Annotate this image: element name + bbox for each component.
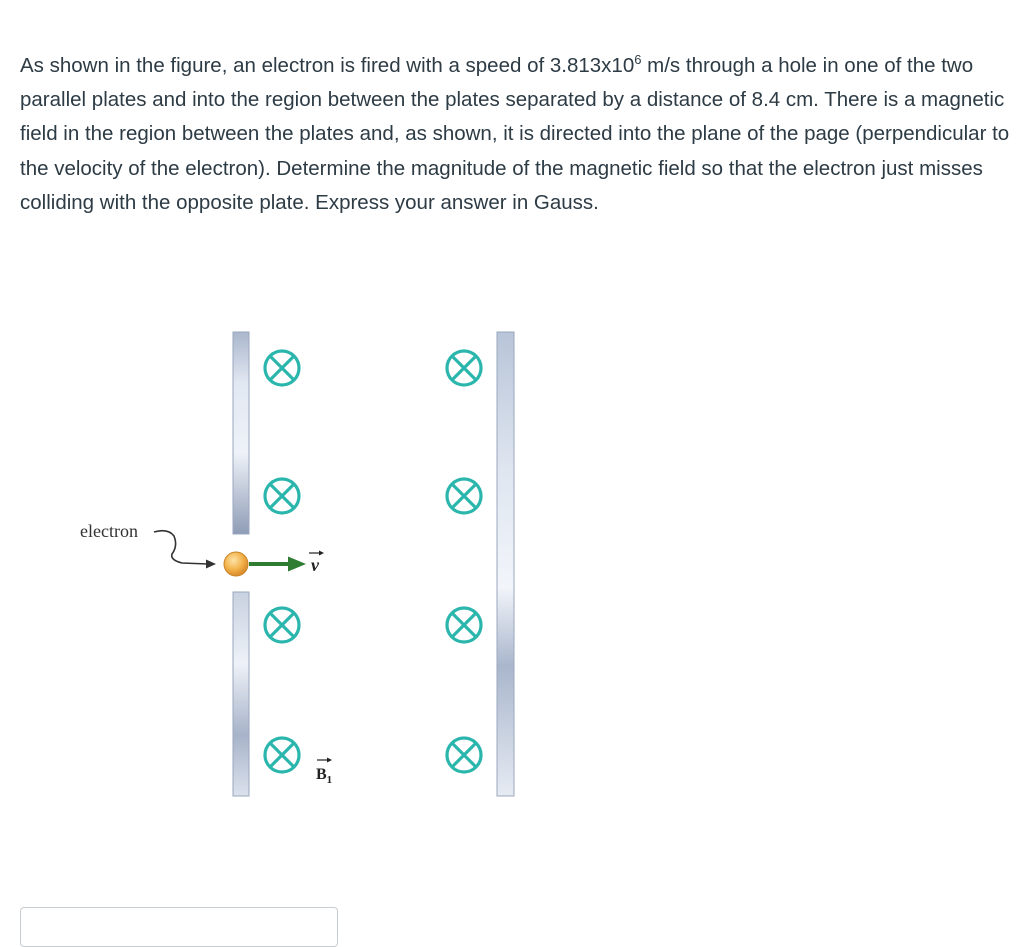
field-into-page-icon	[447, 351, 481, 385]
electron	[224, 552, 248, 576]
field-label	[316, 766, 332, 786]
field-label-subscript: 1	[326, 774, 333, 786]
electron-leader-line	[154, 531, 208, 564]
field-into-page-icon	[447, 738, 481, 772]
velocity-arrowhead-icon	[288, 557, 306, 572]
field-into-page-icon	[447, 608, 481, 642]
field-into-page-icon	[265, 738, 299, 772]
field-vector-mark-head-icon	[327, 758, 332, 763]
question-text	[20, 49, 1010, 220]
speed-exponent: 6	[634, 52, 642, 68]
velocity-label: v	[311, 555, 319, 575]
velocity-vector-mark-head-icon	[319, 551, 324, 556]
field-into-page-icon	[447, 479, 481, 513]
left-plate-upper	[233, 332, 249, 534]
question-text-part1: As shown in the figure, an electron is fired with a speed of 3.813x10	[20, 54, 635, 77]
answer-input[interactable]	[20, 907, 338, 947]
field-into-page-icon	[265, 351, 299, 385]
electron-label: electron	[80, 521, 138, 541]
question-text-part2: m/s through a hole in one of the two parallel plates and into the region between the plates separated by a distance of 8.4 cm. There is a magnetic field in the region between the plates and, as shown, it is directed into the plane of the page (perpendicular to the velocity of the electron). Determine the magnitude of the magnetic field so that the electron just misses colliding with the opposite plate. Express your answer in Gauss.	[20, 54, 1010, 214]
field-into-page-icon	[265, 608, 299, 642]
right-plate	[497, 332, 514, 796]
plates-figure	[60, 320, 540, 810]
left-plate-lower	[233, 592, 249, 796]
field-label-letter: B	[316, 766, 327, 783]
leader-arrowhead-icon	[206, 560, 216, 569]
field-into-page-icon	[265, 479, 299, 513]
